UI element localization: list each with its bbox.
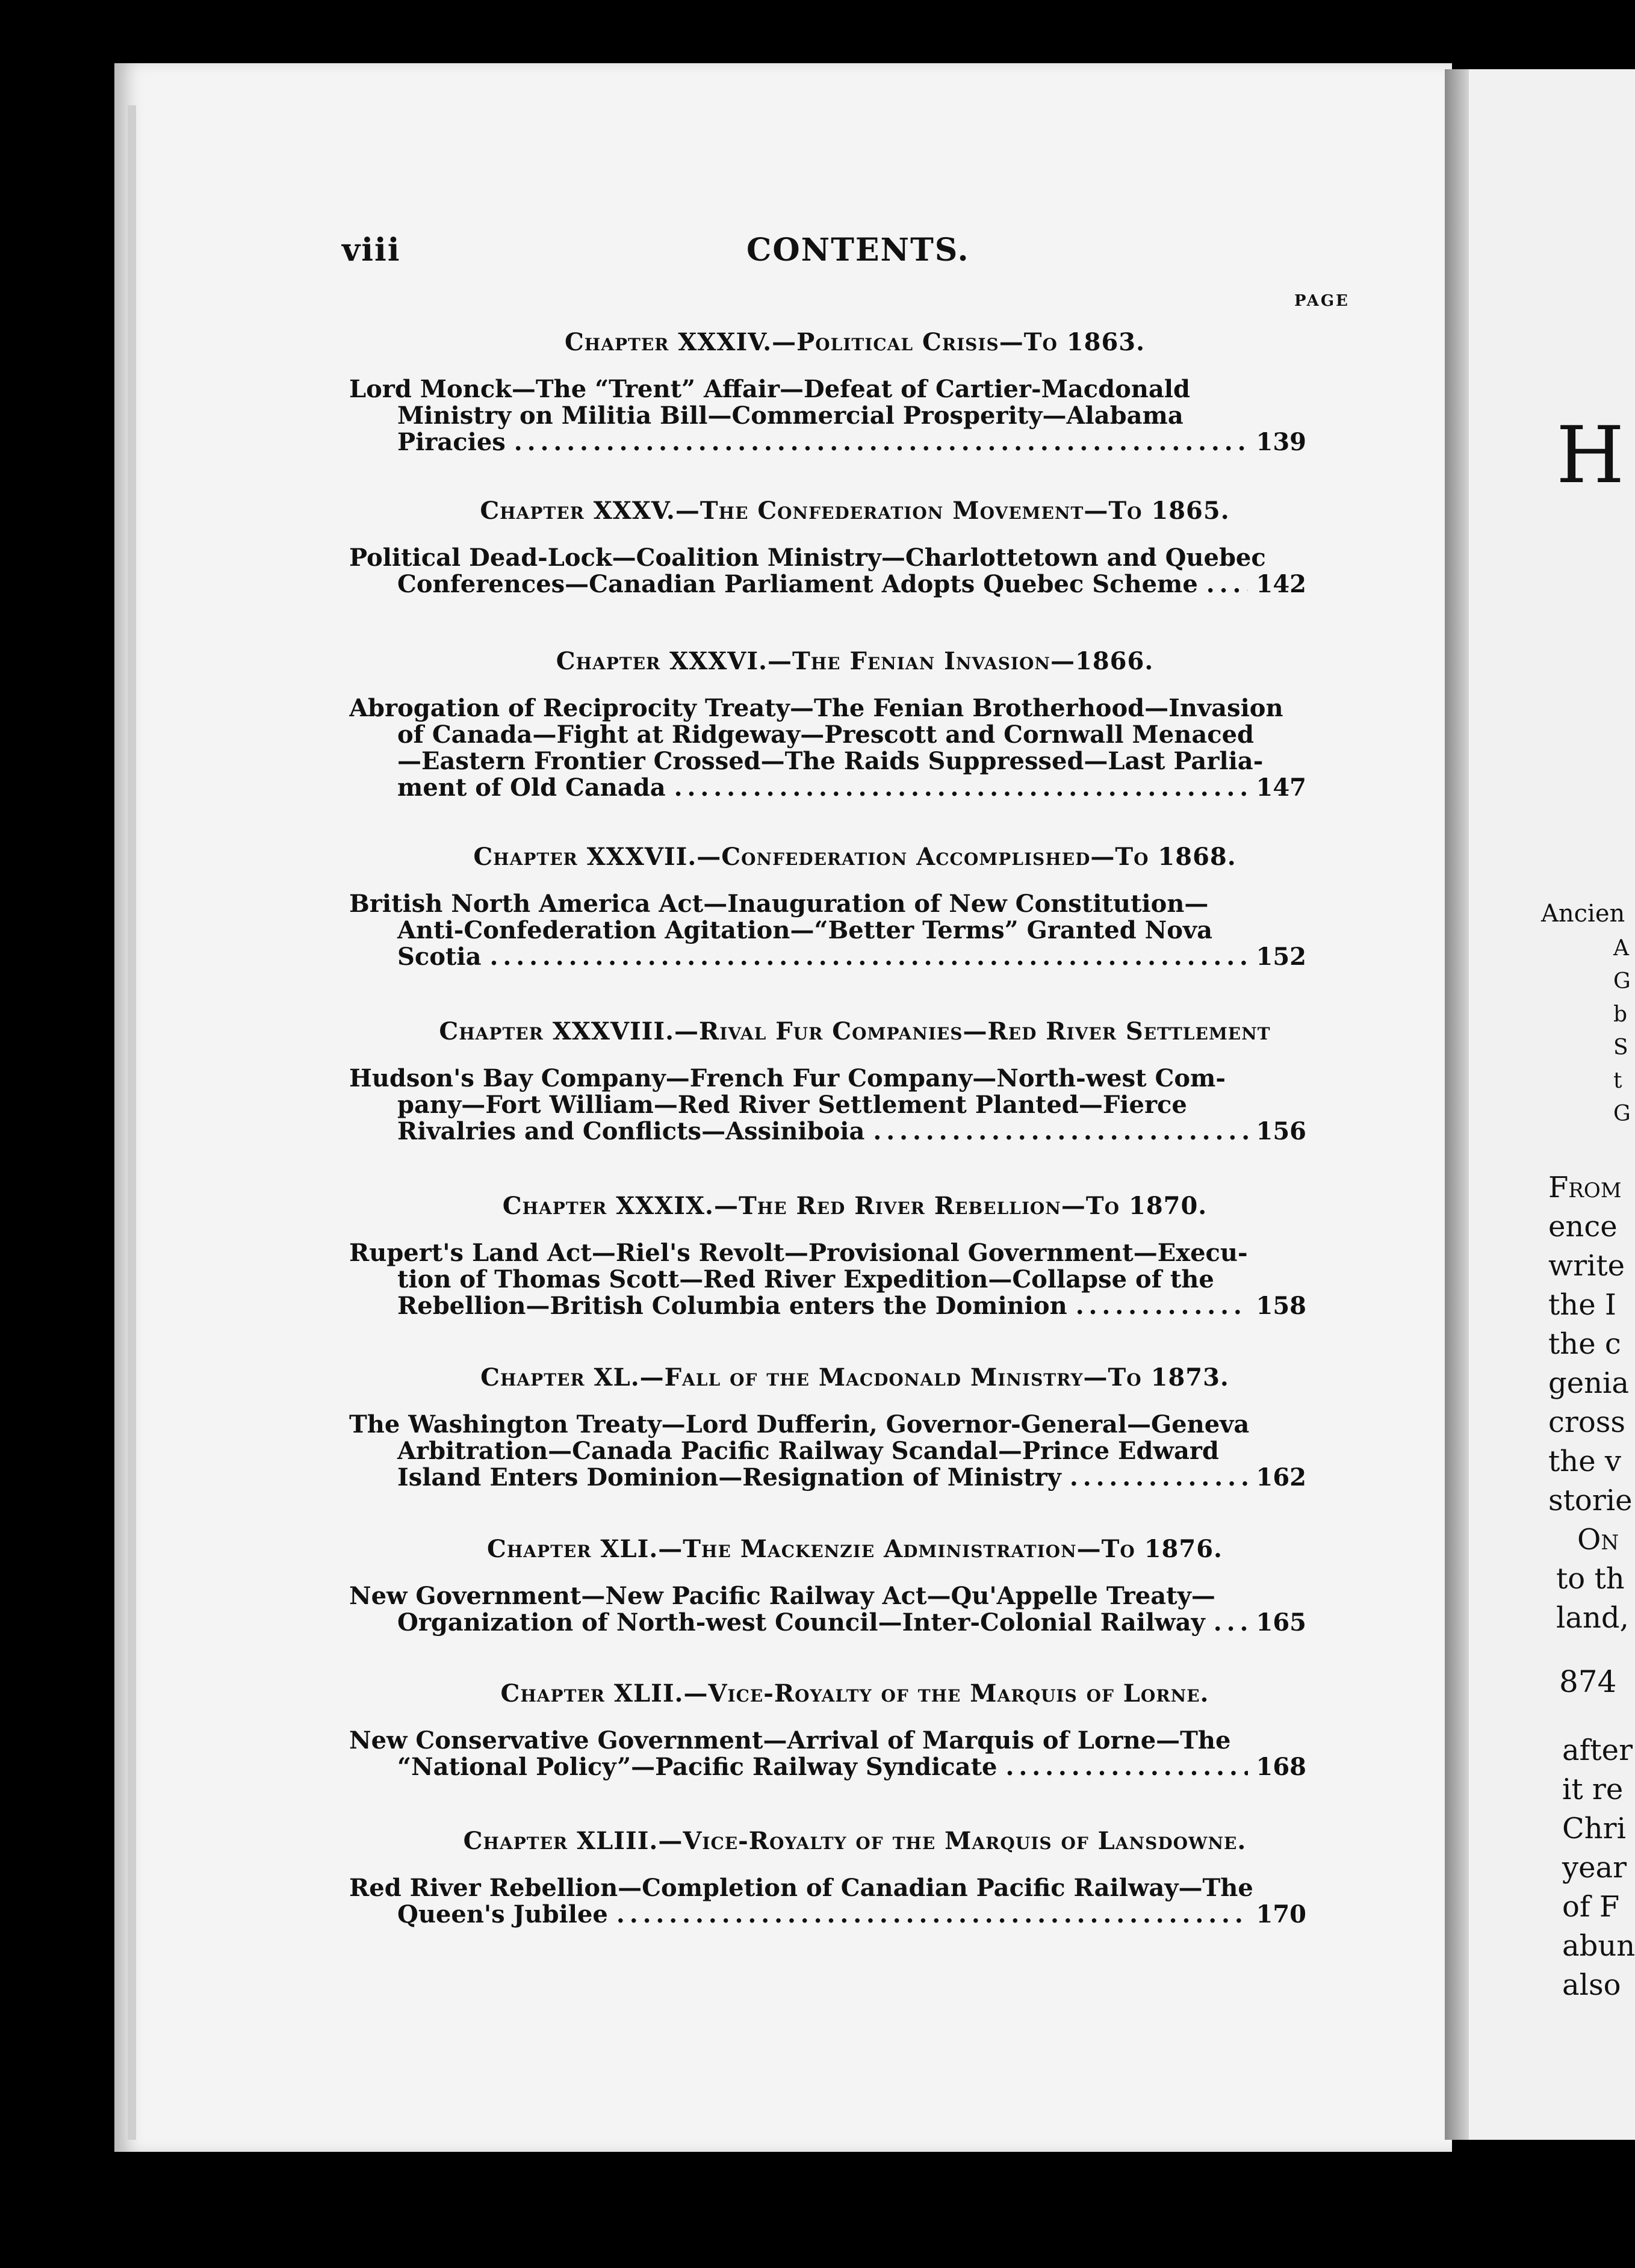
book-spine	[1445, 69, 1469, 2140]
entry-line: Hudson's Bay Company—French Fur Company—North-west Com-	[349, 1065, 1226, 1092]
chapter-entry	[349, 1875, 1306, 1928]
chapter-heading: Chapter XXXIX.—The Red River Rebellion—To 1870.	[502, 1192, 1208, 1220]
entry-line: Rupert's Land Act—Riel's Revolt—Provisional Government—Execu-	[349, 1240, 1248, 1266]
right-page-text: On	[1577, 1523, 1619, 1557]
right-page-text: ence	[1548, 1210, 1618, 1244]
right-page-side-letter: t	[1613, 1068, 1622, 1093]
chapter-entry	[349, 1411, 1306, 1491]
right-page-text: write	[1548, 1249, 1625, 1283]
page-number: 147	[1256, 773, 1306, 802]
leader-dots	[1070, 1464, 1248, 1491]
leader-dots	[490, 944, 1248, 970]
right-page-text: the v	[1548, 1445, 1621, 1478]
entry-line: British North America Act—Inauguration of New Constitution—	[349, 891, 1209, 917]
right-page-side-letter: A	[1613, 936, 1629, 961]
entry-line: Piracies	[397, 428, 506, 456]
page-column-label: PAGE	[1294, 292, 1350, 310]
leader-dots	[1006, 1754, 1248, 1780]
entry-line: Ministry on Militia Bill—Commercial Prosperity—Alabama	[397, 403, 1184, 429]
entry-line: tion of Thomas Scott—Red River Expedition—Collapse of the	[397, 1266, 1214, 1293]
page-number: 162	[1256, 1463, 1306, 1492]
right-page-text: land,	[1556, 1601, 1629, 1635]
right-page-text: From	[1548, 1171, 1622, 1204]
entry-line: Anti-Confederation Agitation—“Better Terms” Granted Nova	[397, 917, 1213, 944]
leader-dots	[1214, 1610, 1248, 1636]
page-number: 139	[1256, 428, 1306, 456]
page-number: 142	[1256, 570, 1306, 598]
chapter-heading: Chapter XLI.—The Mackenzie Administration—To 1876.	[487, 1535, 1223, 1563]
right-page-text: year	[1562, 1851, 1627, 1885]
chapter-entry	[349, 891, 1306, 970]
chapter-heading: Chapter XLIII.—Vice-Royalty of the Marquis of Lansdowne.	[463, 1827, 1247, 1855]
entry-line: Abrogation of Reciprocity Treaty—The Fenian Brotherhood—Invasion	[349, 695, 1283, 722]
page-number: 165	[1256, 1608, 1306, 1637]
leader-dots	[674, 775, 1248, 801]
entry-line: “National Policy”—Pacific Railway Syndicate	[397, 1753, 997, 1781]
right-page-text: it re	[1562, 1773, 1624, 1806]
entry-line: New Conservative Government—Arrival of Marquis of Lorne—The	[349, 1727, 1231, 1754]
page-number: 170	[1256, 1900, 1306, 1929]
chapter-entry	[349, 1727, 1306, 1780]
leader-dots	[873, 1118, 1247, 1145]
leader-dots	[1076, 1293, 1248, 1319]
right-page-text: of F	[1562, 1890, 1620, 1924]
right-page-text: Chri	[1562, 1812, 1626, 1845]
entry-line: Organization of North-west Council—Inter-Colonial Railway	[397, 1608, 1205, 1637]
entry-line: of Canada—Fight at Ridgeway—Prescott and Cornwall Menaced	[397, 722, 1255, 748]
entry-line: Queen's Jubilee	[397, 1900, 608, 1929]
right-page-text: the c	[1548, 1327, 1621, 1361]
chapter-heading: Chapter XXXVII.—Confederation Accomplished—To 1868.	[473, 843, 1236, 871]
chapter-heading: Chapter XXXVI.—The Fenian Invasion—1866.	[556, 647, 1154, 675]
entry-line: Island Enters Dominion—Resignation of Ministry	[397, 1463, 1061, 1492]
leader-dots	[1206, 571, 1248, 598]
page-number: 168	[1256, 1753, 1306, 1781]
entry-line: Arbitration—Canada Pacific Railway Scandal—Prince Edward	[397, 1438, 1219, 1464]
entry-line: Lord Monck—The “Trent” Affair—Defeat of Cartier-Macdonald	[349, 376, 1190, 403]
entry-line: pany—Fort William—Red River Settlement Planted—Fierce	[397, 1092, 1187, 1118]
right-page-text: to th	[1556, 1562, 1625, 1596]
page-number-roman: viii	[342, 232, 401, 268]
entry-line: Scotia	[397, 943, 482, 971]
chapter-entry	[349, 376, 1306, 456]
entry-line: Rebellion—British Columbia enters the Dominion	[397, 1292, 1067, 1320]
entry-line: New Government—New Pacific Railway Act—Qu'Appelle Treaty—	[349, 1583, 1215, 1610]
page-title: CONTENTS.	[746, 232, 970, 268]
right-page-side-heading: Ancien	[1541, 900, 1625, 928]
right-page-text: genia	[1548, 1366, 1630, 1400]
right-page-text: also	[1562, 1968, 1621, 2002]
entry-line: —Eastern Frontier Crossed—The Raids Suppressed—Last Parlia-	[397, 748, 1264, 775]
right-page-side-letter: G	[1613, 1101, 1631, 1126]
entry-line: Political Dead-Lock—Coalition Ministry—Charlottetown and Quebec	[349, 545, 1266, 571]
chapter-entry	[349, 1065, 1306, 1145]
page-number: 152	[1256, 943, 1306, 971]
right-page-text: after	[1562, 1734, 1633, 1767]
entry-line: Red River Rebellion—Completion of Canadian Pacific Railway—The	[349, 1875, 1253, 1901]
right-page-text: 874	[1559, 1664, 1617, 1699]
page-number: 158	[1256, 1292, 1306, 1320]
right-page-text: cross	[1548, 1405, 1625, 1439]
entry-line: The Washington Treaty—Lord Dufferin, Governor-General—Geneva	[349, 1411, 1250, 1438]
entry-line: ment of Old Canada	[397, 773, 666, 802]
right-page-side-letter: G	[1613, 969, 1631, 994]
chapter-heading: Chapter XL.—Fall of the Macdonald Ministry—To 1873.	[480, 1363, 1229, 1392]
right-page-text: abun	[1562, 1929, 1635, 1963]
right-page-side-letter: S	[1613, 1035, 1628, 1060]
right-page-text: storie	[1548, 1484, 1633, 1517]
chapter-entry	[349, 695, 1306, 801]
chapter-entry	[349, 545, 1306, 598]
leader-dots	[616, 1901, 1248, 1928]
chapter-heading: Chapter XXXV.—The Confederation Movement—To 1865.	[480, 497, 1230, 525]
chapter-entry	[349, 1583, 1306, 1636]
entry-line: Conferences—Canadian Parliament Adopts Quebec Scheme	[397, 570, 1198, 598]
right-page-side-letter: b	[1613, 1002, 1628, 1027]
chapter-entry	[349, 1240, 1306, 1319]
chapter-heading: Chapter XXXVIII.—Rival Fur Companies—Red River Settlement	[439, 1017, 1271, 1046]
chapter-heading: Chapter XLII.—Vice-Royalty of the Marquis of Lorne.	[500, 1679, 1209, 1708]
right-page-big-letter: H	[1556, 409, 1625, 501]
chapter-heading: Chapter XXXIV.—Political Crisis—To 1863.	[564, 328, 1146, 356]
entry-line: Rivalries and Conflicts—Assiniboia	[397, 1117, 865, 1145]
right-page-text: the I	[1548, 1288, 1616, 1322]
leader-dots	[514, 429, 1248, 456]
page-number: 156	[1256, 1117, 1306, 1145]
